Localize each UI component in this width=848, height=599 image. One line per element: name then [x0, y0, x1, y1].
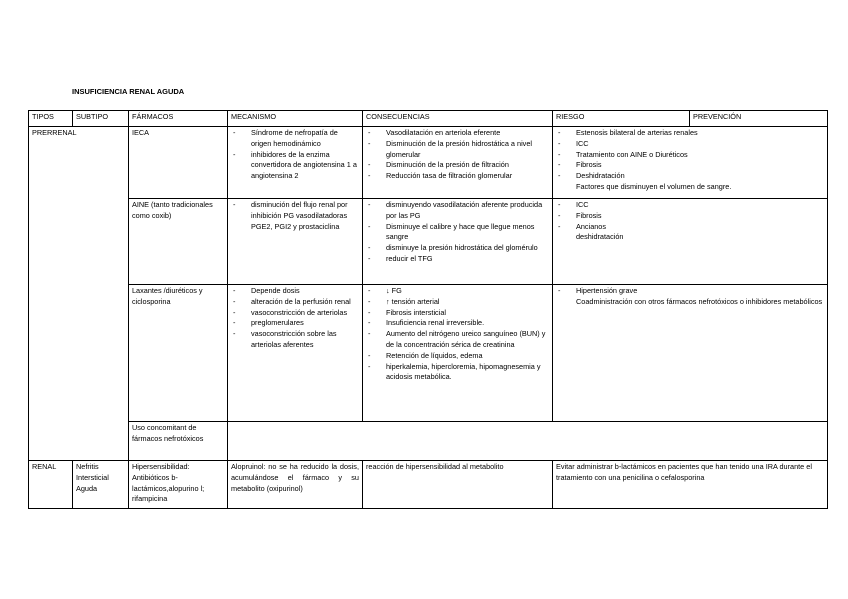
list-item: - ICC — [556, 200, 824, 211]
header-riesgo: RIESGO — [553, 111, 690, 127]
table-row — [29, 199, 828, 285]
mecanismo-cell: Alopruinol: no se ha reducido la dosis, acumulándose el fármaco y su metabolito (oxipurinol) — [228, 461, 363, 509]
list-item: - ↓ FG — [366, 286, 549, 297]
list-item: - ↑ tensión arterial — [366, 297, 549, 308]
list-item: Factores que disminuyen el volumen de sangre. — [576, 181, 732, 191]
list-item: deshidratación — [576, 232, 624, 242]
tipo-prerrenal: PRERRENAL — [29, 127, 129, 461]
table-row — [29, 127, 828, 199]
list-item: - Síndrome de nefropatía de origen hemodinámico — [231, 128, 359, 150]
mecanismo-cell — [228, 285, 363, 422]
list-item: - inhibidores de la enzima convertidora de angiotensina 1 a angiotensina 2 — [231, 150, 359, 182]
list-item: - reducir el TFG — [366, 254, 549, 265]
table-row — [29, 461, 828, 509]
list-item: - Fibrosis — [556, 211, 824, 222]
list-item: - disminuyendo vasodilatación aferente producida por las PG — [366, 200, 549, 222]
header-mecanismo: MECANISMO — [228, 111, 363, 127]
list-item: - Ancianos — [556, 222, 824, 233]
list-item: - hiperkalemia, hipercloremia, hipomagnesemia y acidosis metabólica. — [366, 362, 549, 384]
list-item: - Fibrosis intersticial — [366, 308, 549, 319]
list-item: - Depende dosis — [231, 286, 359, 297]
list-item: - Disminución de la presión de filtración — [366, 160, 549, 171]
list-item: - disminuye la presión hidrostática del glomérulo — [366, 243, 549, 254]
drug-table — [28, 110, 828, 509]
list-item: - preglomerulares — [231, 318, 359, 329]
header-consecuencias: CONSECUENCIAS — [363, 111, 553, 127]
list-item: - Estenosis bilateral de arterias renales — [556, 128, 824, 139]
mecanismo-cell — [228, 199, 363, 285]
list-item: - Insuficiencia renal irreversible. — [366, 318, 549, 329]
farmaco-cell: IECA — [129, 127, 228, 199]
header-farmacos: FÁRMACOS — [129, 111, 228, 127]
list-item: - Disminución de la presión hidrostática a nivel glomerular — [366, 139, 549, 161]
list-item: - ICC — [556, 139, 824, 150]
consecuencias-cell — [363, 285, 553, 422]
header-prevencion: PREVENCIÓN — [690, 111, 828, 127]
farmaco-cell: AINE (tanto tradicionales como coxib) — [129, 199, 228, 285]
mecanismo-cell — [228, 127, 363, 199]
list-item: - Fibrosis — [556, 160, 824, 171]
list-item: - Reducción tasa de filtración glomerular — [366, 171, 549, 182]
farmaco-cell: Uso concomitant de fármacos nefrotóxicos — [129, 422, 228, 461]
riesgo-prevencion-cell — [553, 285, 828, 422]
farmaco-cell: Hipersensibilidad: Antibióticos b-lactámicos,alopurino l; rifampicina — [129, 461, 228, 509]
riesgo-prevencion-cell — [553, 199, 828, 285]
list-item: - Hipertensión grave — [556, 286, 824, 297]
list-item: - disminución del flujo renal por inhibición PG vasodilatadoras PGE2, PGI2 y prostaciclina — [231, 200, 359, 232]
riesgo-prevencion-cell — [553, 127, 828, 199]
farmaco-cell: Laxantes /diuréticos y ciclosporina — [129, 285, 228, 422]
tipo-renal: RENAL — [29, 461, 73, 509]
header-tipos: TIPOS — [29, 111, 73, 127]
list-item: - vasoconstricción sobre las arteriolas aferentes — [231, 329, 359, 351]
subtipo-cell: Nefritis Intersticial Aguda — [73, 461, 129, 509]
empty-cell — [228, 422, 828, 461]
list-item: - alteración de la perfusión renal — [231, 297, 359, 308]
list-item: Coadministración con otros fármacos nefrotóxicos o inhibidores metabólicos — [576, 296, 823, 306]
list-item: - Retención de líquidos, edema — [366, 351, 549, 362]
header-subtipo: SUBTIPO — [73, 111, 129, 127]
document-title: INSUFICIENCIA RENAL AGUDA — [72, 87, 185, 96]
table-row — [29, 285, 828, 422]
list-item: - vasoconstricción de arteriolas — [231, 308, 359, 319]
list-item: - Tratamiento con AINE o Diuréticos — [556, 150, 824, 161]
consecuencias-cell — [363, 127, 553, 199]
consecuencias-cell: reacción de hipersensibilidad al metabolito — [363, 461, 553, 509]
list-item: - Deshidratación — [556, 171, 824, 182]
prevencion-cell: Evitar administrar b-lactámicos en pacientes que han tenido una IRA durante el tratamiento con una penicilina o cefalosporina — [553, 461, 828, 509]
table-row — [29, 422, 828, 461]
list-item: - Disminuye el calibre y hace que llegue menos sangre — [366, 222, 549, 244]
list-item: - Vasodilatación en arteriola eferente — [366, 128, 549, 139]
consecuencias-cell — [363, 199, 553, 285]
list-item: - Aumento del nitrógeno ureico sanguíneo (BUN) y de la concentración sérica de creatinina — [366, 329, 549, 351]
header-row — [29, 111, 828, 127]
